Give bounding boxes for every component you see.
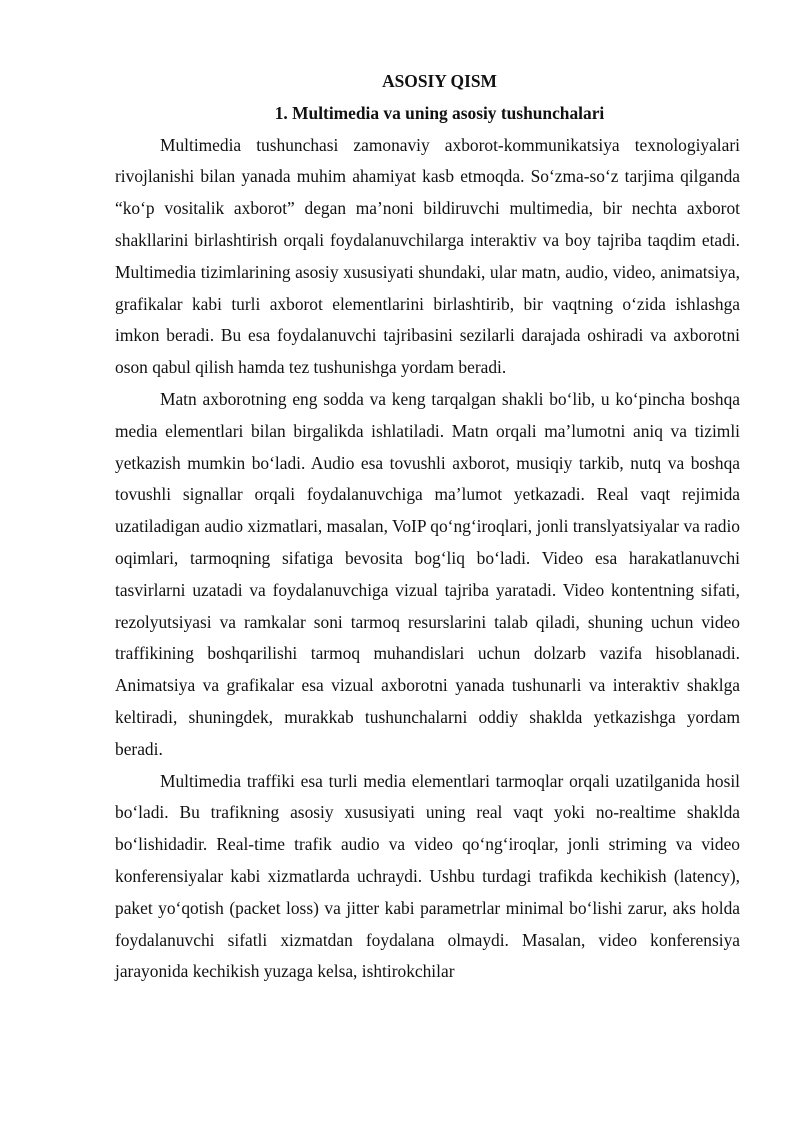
paragraph-multimedia-intro: Multimedia tushunchasi zamonaviy axborot-kommunikatsiya texnologiyalari rivojlanishi bilan yanada muhim ahamiyat kasb etmoqda. So‘zma-so‘z tarjima qilganda “ko‘p vositalik axborot” degan ma’noni bildiruvchi multimedia, bir nechta axborot shakllarini birlashtirish orqali foydalanuvchilarga interaktiv va boy tajriba taqdim etadi. Multimedia tizimlarining asosiy xususiyati shundaki, ular matn, audio, video, animatsiya, grafikalar kabi turli axborot elementlarini birlashtirib, bir vaqtning o‘zida ishlashga imkon beradi. Bu esa foydalanuvchi tajribasini sezilarli darajada oshiradi va axborotni oson qabul qilish hamda tez tushunishga yordam beradi. bbox=[115, 134, 740, 378]
section-title: ASOSIY QISM bbox=[382, 71, 497, 91]
paragraph-media-elements: Matn axborotning eng sodda va keng tarqalgan shakli bo‘lib, u ko‘pincha boshqa media elementlari bilan birgalikda ishlatiladi. Matn orqali ma’lumotni aniq va tizimli yetkazish mumkin bo‘ladi. Audio esa tovushli axborot, musiqiy tarkib, nutq va boshqa tovushli signallar orqali foydalanuvchiga ma’lumot yetkazadi. Real vaqt rejimida uzatiladigan audio xizmatlari, masalan, VoIP qo‘ng‘iroqlari, jonli translyatsiyalar va radio oqimlari, tarmoqning sifatiga bevosita bog‘liq bo‘ladi. Video esa harakatlanuvchi tasvirlarni uzatadi va foydalanuvchiga vizual tajriba yaratadi. Video kontentning sifati, rezolyutsiyasi va ramkalar soni tarmoq resurslarini talab qiladi, shuning uchun video traffikining boshqarilishi tarmoq muhandislari uchun dolzarb vazifa hisoblanadi. Animatsiya va grafikalar esa vizual axborotni yanada tushunarli va interaktiv shaklga keltiradi, shuningdek, murakkab tushunchalarni oddiy shaklda yetkazishga yordam beradi. bbox=[115, 388, 740, 759]
document-page bbox=[115, 66, 740, 988]
paragraph-multimedia-traffic: Multimedia traffiki esa turli media elementlari tarmoqlar orqali uzatilganida hosil bo‘ladi. Bu trafikning asosiy xususiyati uning real vaqt yoki no-realtime shaklda bo‘lishidadir. Real-time trafik audio va video qo‘ng‘iroqlar, jonli striming va video konferensiyalar kabi xizmatlarda uchraydi. Ushbu turdagi trafikda kechikish (latency), paket yo‘qotish (packet loss) va jitter kabi parametrlar minimal bo‘lishi zarur, aks holda foydalanuvchi sifatli xizmatdan foydalana olmaydi. Masalan, video konferensiya jarayonida kechikish yuzaga kelsa, ishtirokchilar bbox=[115, 770, 740, 982]
subsection-title: 1. Multimedia va uning asosiy tushunchalari bbox=[274, 102, 605, 123]
